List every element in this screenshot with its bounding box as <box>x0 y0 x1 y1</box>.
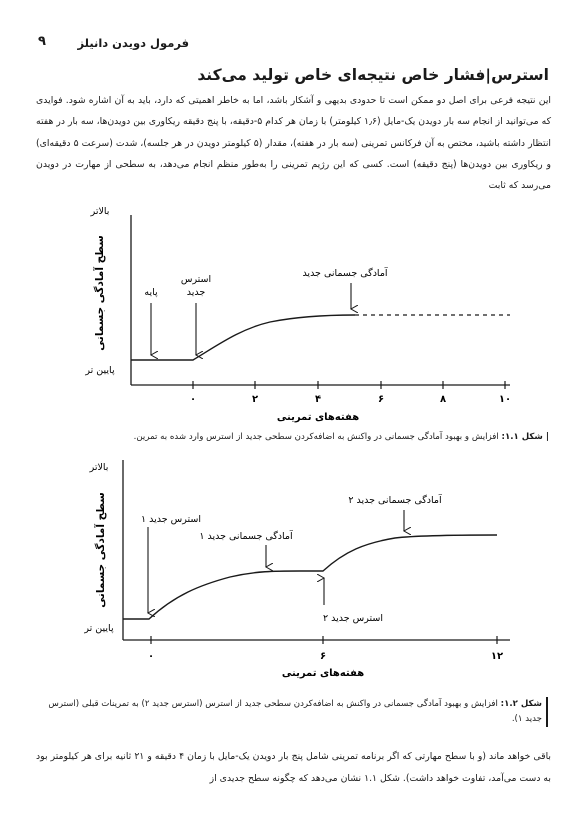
x-tick-labels <box>148 651 503 662</box>
section-title: استرس|فشار خاص نتیجه‌ای خاص تولید می‌کند <box>197 66 549 84</box>
x-tick-label: ۱۲ <box>490 651 504 662</box>
x-axis-title: هفته‌های تمرینی <box>281 668 365 679</box>
running-header: فرمول دویدن دانیلز <box>77 36 189 50</box>
new-fitness-1-label: آمادگی جسمانی جدید ۱ <box>199 531 293 542</box>
figure-1 <box>0 195 587 427</box>
x-tick-label: ۶ <box>377 394 385 405</box>
x-axis-title: هفته‌های تمرینی <box>276 412 360 423</box>
figure-1-caption-text: افزایش و بهبود آمادگی جسمانی در واکنش به اضافه‌کردن سطحی جدید از استرس وارد شده به تمرین. <box>133 432 502 442</box>
y-top-label: بالاتر <box>89 462 109 473</box>
x-tick-label: ۶ <box>319 651 327 662</box>
x-tick-label: ۱۰ <box>498 394 512 405</box>
x-tick-labels <box>190 394 511 405</box>
figure-1-caption: | شکل ۱.۱: افزایش و بهبود آمادگی جسمانی در واکنش به اضافه‌کردن سطحی جدید از استرس وارد شده به تمرین. <box>133 432 549 442</box>
y-top-label: بالاتر <box>90 206 110 217</box>
new-stress-label-line2: جدید <box>186 287 206 298</box>
new-fitness-label: آمادگی جسمانی جدید <box>302 268 388 279</box>
figure-2-caption-text: افزایش و بهبود آمادگی جسمانی در واکنش به اضافه‌کردن سطحی جدید از استرس (استرس جدید ۲) به تمرینات قبلی (استرس جدید ۱). <box>48 699 542 724</box>
figure-2-caption <box>38 697 548 727</box>
x-tick-label: ۴ <box>314 394 322 405</box>
intro-paragraph: این نتیجه فرعی برای اصل دو ممکن است تا حدودی بدیهی و آشکار باشد، اما به خاطر اهمیتی که دارد، باید به آن اشاره شود. فوایدی که می‌توانید از انجام سه بار دویدن یک-مایل (۱٫۶ کیلومتر) با زمان هر کدام ۵-دقیقه، با پنج دقیقه ریکاوری بین دویدن‌ها، سه بار در هفته انتظار داشته باشید، مختص به آن فرکانس تمرینی (سه بار در هفته)، مقدار (۵ کیلومتر دویدن در هر جلسه)، شدت (سرعت ۵ دقیقه‌ای) و ریکاوری بین دویدن‌ها (پنج دقیقه) است. کسی که این رژیم تمرینی را به‌طور منظم انجام می‌دهد، به سطحی از مهارت در دویدن می‌رسد که ثابت <box>36 95 551 192</box>
fitness-curve <box>131 315 355 360</box>
x-tick-label: ۰ <box>189 394 197 405</box>
y-bottom-label: پایین تر <box>85 365 115 376</box>
page-number: ۹ <box>38 34 46 49</box>
new-stress-1-label: استرس جدید ۱ <box>141 514 201 525</box>
x-tick-label: ۲ <box>251 394 259 405</box>
figure-1-caption-label: شکل ۱.۱: <box>501 432 543 442</box>
new-stress-label-line1: استرس <box>180 274 212 285</box>
figure-2 <box>0 455 587 695</box>
y-bottom-label: پایین تر <box>84 623 114 634</box>
base-label: پایه <box>144 287 158 298</box>
y-axis-title: سطح آمادگی جسمانی <box>94 235 106 351</box>
fitness-curve <box>123 535 497 619</box>
x-tick-label: ۰ <box>147 651 155 662</box>
outro-paragraph: باقی خواهد ماند (و با سطح مهارتی که اگر برنامه تمرینی شامل پنج بار دویدن یک-مایل با زمان ۴ دقیقه و ۲۱ ثانیه برای هر کیلومتر بود به دست می‌آمد، تفاوت خواهد داشت). شکل ۱.۱ نشان می‌دهد که چگونه سطح جدیدی از <box>36 751 552 784</box>
y-axis-title: سطح آمادگی جسمانی <box>95 492 107 608</box>
figure-2-caption-label: شکل ۱.۲: <box>500 699 542 709</box>
new-fitness-2-label: آمادگی جسمانی جدید ۲ <box>348 495 442 506</box>
x-tick-label: ۸ <box>439 394 447 405</box>
new-stress-2-label: استرس جدید ۲ <box>323 613 383 624</box>
